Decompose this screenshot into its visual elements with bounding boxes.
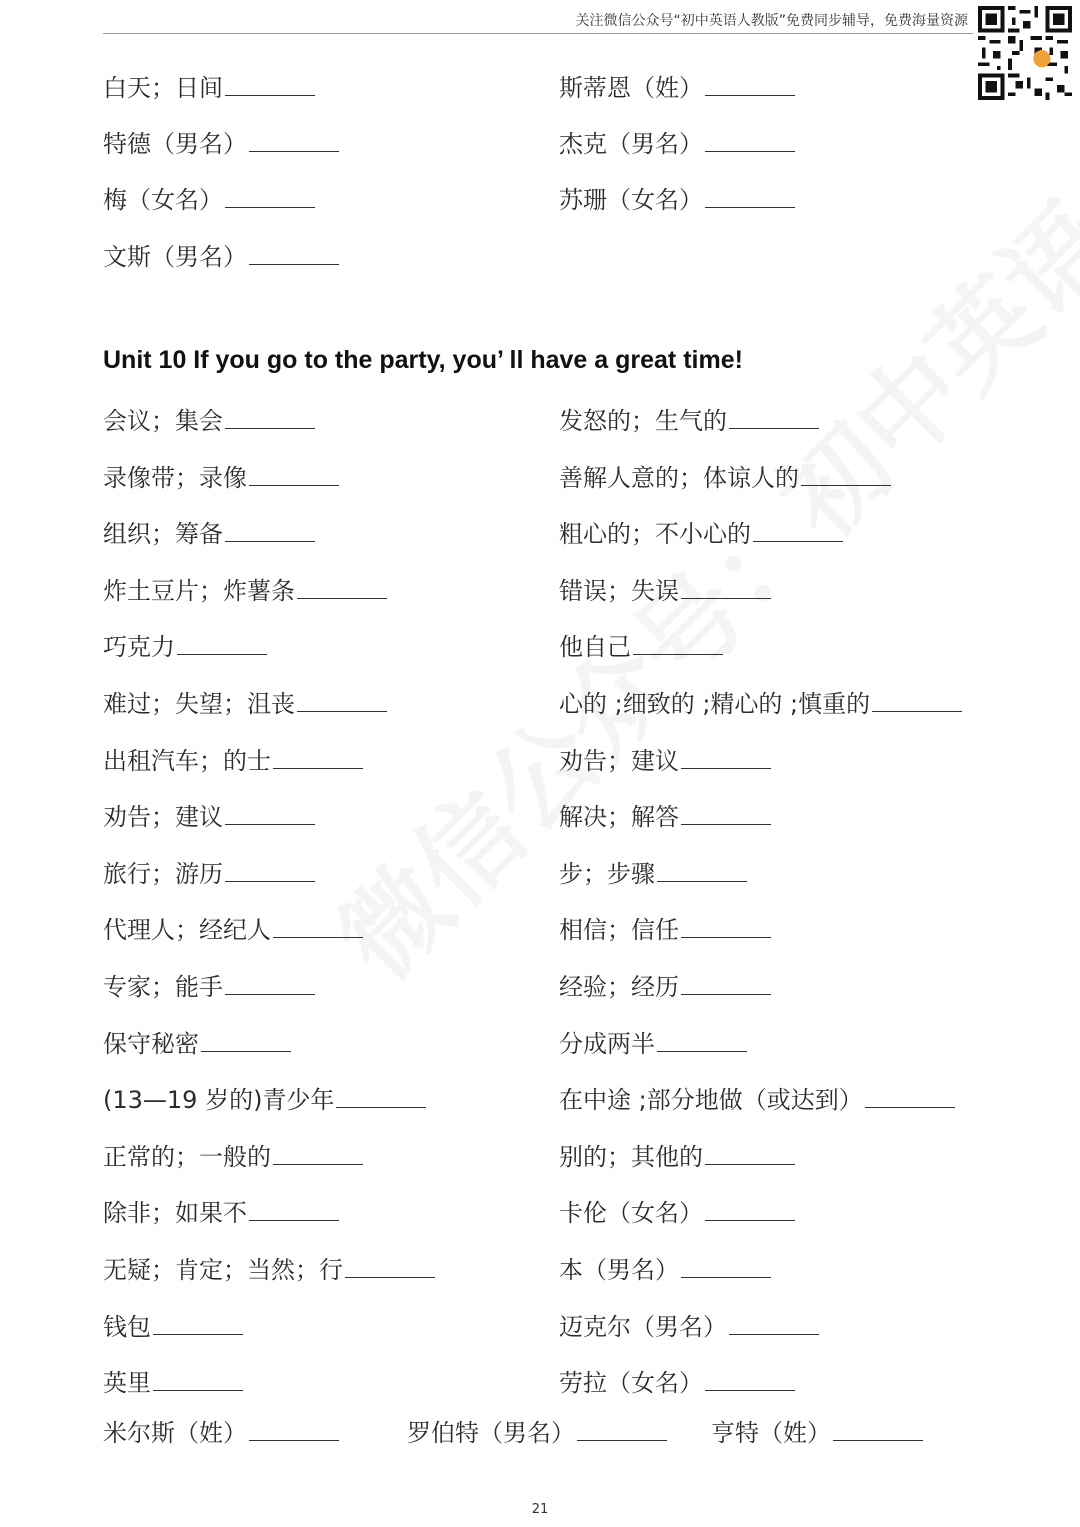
answer-blank[interactable] [872, 689, 962, 712]
answer-blank[interactable] [681, 746, 771, 769]
answer-blank[interactable] [273, 746, 363, 769]
vocab-item: 无疑；肯定；当然；行 [103, 1254, 435, 1286]
answer-blank[interactable] [345, 1255, 435, 1278]
vocab-item: (13—19 岁的)青少年 [103, 1084, 426, 1116]
answer-blank[interactable] [633, 632, 723, 655]
answer-blank[interactable] [865, 1085, 955, 1108]
vocab-item: 巧克力 [103, 631, 267, 663]
answer-blank[interactable] [753, 519, 843, 542]
vocab-item: 经验；经历 [559, 971, 771, 1003]
vocab-item: 文斯（男名） [103, 241, 339, 273]
answer-blank[interactable] [201, 1029, 291, 1052]
answer-blank[interactable] [577, 1418, 667, 1441]
answer-blank[interactable] [225, 73, 315, 96]
page-number: 21 [531, 1502, 549, 1517]
qr-code-icon [978, 6, 1072, 100]
vocab-item: 错误；失误 [559, 575, 771, 607]
vocab-item: 难过；失望；沮丧 [103, 688, 387, 720]
answer-blank[interactable] [249, 242, 339, 265]
vocab-item: 卡伦（女名） [559, 1197, 795, 1229]
answer-blank[interactable] [225, 859, 315, 882]
vocab-item: 相信；信任 [559, 914, 771, 946]
unit-title: Unit 10 If you go to the party, you’ ll have a great time! [103, 346, 743, 374]
answer-blank[interactable] [273, 915, 363, 938]
vocab-item: 英里 [103, 1367, 243, 1399]
answer-blank[interactable] [705, 73, 795, 96]
answer-blank[interactable] [681, 1255, 771, 1278]
answer-blank[interactable] [225, 185, 315, 208]
vocab-item: 特德（男名） [103, 128, 339, 160]
answer-blank[interactable] [729, 1312, 819, 1335]
answer-blank[interactable] [153, 1312, 243, 1335]
vocab-item: 罗伯特（男名） [407, 1417, 667, 1449]
vocab-item: 代理人；经纪人 [103, 914, 363, 946]
answer-blank[interactable] [705, 1368, 795, 1391]
answer-blank[interactable] [681, 802, 771, 825]
vocab-item: 斯蒂恩（姓） [559, 72, 795, 104]
vocab-item: 米尔斯（姓） [103, 1417, 339, 1449]
answer-blank[interactable] [249, 463, 339, 486]
vocab-item: 劝告；建议 [103, 801, 315, 833]
vocab-item: 保守秘密 [103, 1028, 291, 1060]
answer-blank[interactable] [681, 915, 771, 938]
vocab-item: 钱包 [103, 1311, 243, 1343]
vocab-item: 出租汽车；的士 [103, 745, 363, 777]
answer-blank[interactable] [801, 463, 891, 486]
vocab-item: 苏珊（女名） [559, 184, 795, 216]
answer-blank[interactable] [705, 185, 795, 208]
vocab-item: 白天；日间 [103, 72, 315, 104]
answer-blank[interactable] [297, 576, 387, 599]
answer-blank[interactable] [225, 406, 315, 429]
answer-blank[interactable] [336, 1085, 426, 1108]
answer-blank[interactable] [249, 1198, 339, 1221]
vocab-item: 劳拉（女名） [559, 1367, 795, 1399]
vocab-item: 杰克（男名） [559, 128, 795, 160]
vocab-item: 他自己 [559, 631, 723, 663]
vocab-item: 梅（女名） [103, 184, 315, 216]
vocab-item: 正常的；一般的 [103, 1141, 363, 1173]
vocab-item: 迈克尔（男名） [559, 1311, 819, 1343]
header-notice: 关注微信公众号“初中英语人教版”免费同步辅导，免费海量资源 [575, 13, 968, 29]
answer-blank[interactable] [705, 1142, 795, 1165]
vocab-item: 步；步骤 [559, 858, 747, 890]
answer-blank[interactable] [225, 519, 315, 542]
answer-blank[interactable] [705, 1198, 795, 1221]
answer-blank[interactable] [681, 576, 771, 599]
answer-blank[interactable] [249, 129, 339, 152]
vocab-item: 发怒的；生气的 [559, 405, 819, 437]
vocab-item: 劝告；建议 [559, 745, 771, 777]
vocab-item: 心的 ;细致的 ;精心的 ;慎重的 [559, 688, 962, 720]
answer-blank[interactable] [297, 689, 387, 712]
vocab-item: 粗心的；不小心的 [559, 518, 843, 550]
answer-blank[interactable] [657, 859, 747, 882]
answer-blank[interactable] [273, 1142, 363, 1165]
vocab-item: 炸土豆片；炸薯条 [103, 575, 387, 607]
answer-blank[interactable] [225, 802, 315, 825]
header-divider [103, 33, 973, 34]
answer-blank[interactable] [225, 972, 315, 995]
answer-blank[interactable] [705, 129, 795, 152]
answer-blank[interactable] [833, 1418, 923, 1441]
answer-blank[interactable] [153, 1368, 243, 1391]
vocab-item: 旅行；游历 [103, 858, 315, 890]
vocab-item: 组织；筹备 [103, 518, 315, 550]
vocab-item: 解决；解答 [559, 801, 771, 833]
answer-blank[interactable] [729, 406, 819, 429]
answer-blank[interactable] [249, 1418, 339, 1441]
vocab-item: 别的；其他的 [559, 1141, 795, 1173]
vocab-item: 会议；集会 [103, 405, 315, 437]
vocab-item: 录像带；录像 [103, 462, 339, 494]
answer-blank[interactable] [657, 1029, 747, 1052]
vocab-item: 除非；如果不 [103, 1197, 339, 1229]
answer-blank[interactable] [681, 972, 771, 995]
vocab-item: 在中途 ;部分地做（或达到） [559, 1084, 955, 1116]
vocab-item: 分成两半 [559, 1028, 747, 1060]
vocab-item: 善解人意的；体谅人的 [559, 462, 891, 494]
vocab-item: 专家；能手 [103, 971, 315, 1003]
answer-blank[interactable] [177, 632, 267, 655]
vocab-item: 亨特（姓） [711, 1417, 923, 1449]
vocab-item: 本（男名） [559, 1254, 771, 1286]
